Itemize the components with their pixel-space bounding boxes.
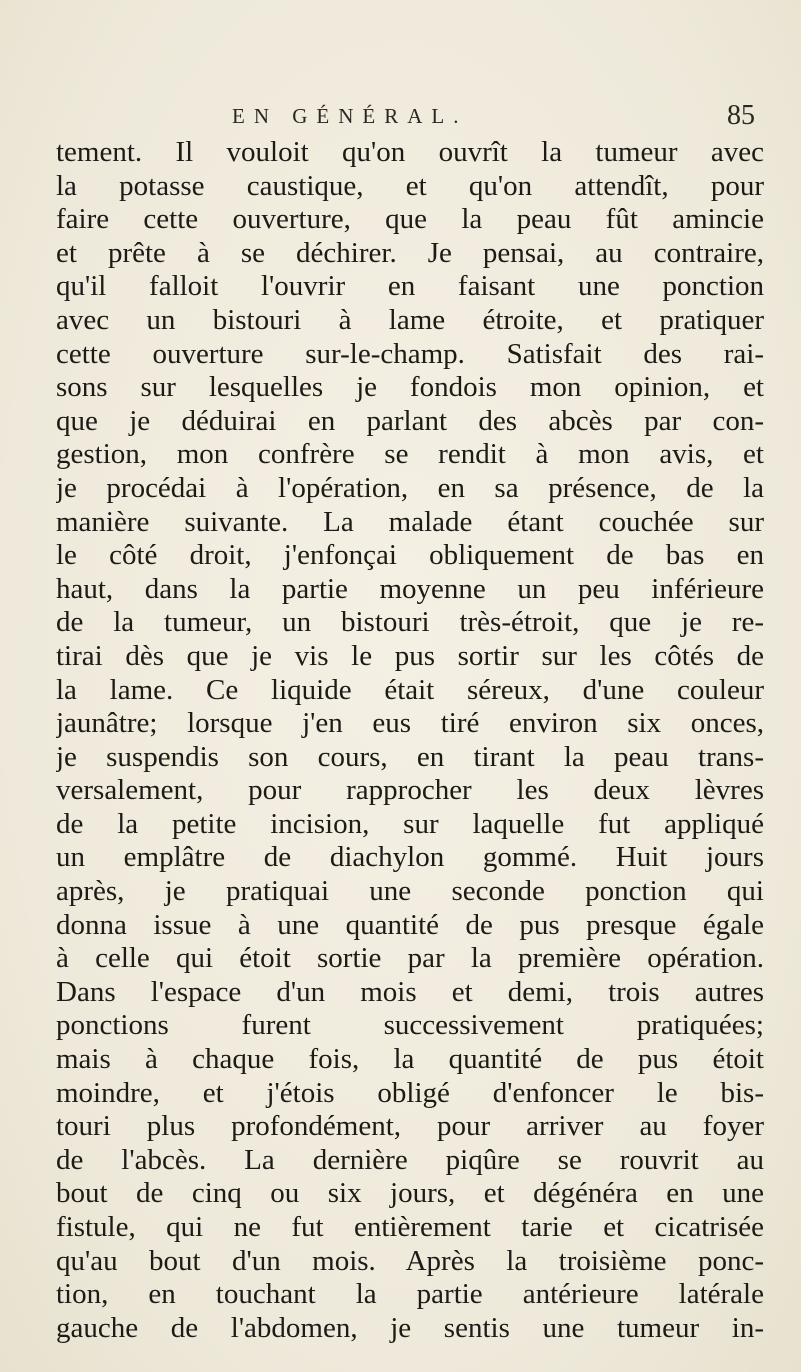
text-line: sons sur lesquelles je fondois mon opinion, et [56, 371, 764, 404]
text-line: Dans l'espace d'un mois et demi, trois autres [56, 975, 764, 1008]
page-number: 85 [727, 100, 755, 131]
text-line: qu'au bout d'un mois. Après la troisième ponc- [56, 1244, 764, 1277]
text-line: manière suivante. La malade étant couchée sur [56, 505, 764, 538]
text-line: et prête à se déchirer. Je pensai, au contraire, [56, 236, 764, 269]
text-line: je procédai à l'opération, en sa présence, de la [56, 471, 764, 504]
text-line: bout de cinq ou six jours, et dégénéra en une [56, 1177, 764, 1210]
text-line: moindre, et j'étois obligé d'enfoncer le bis- [56, 1076, 764, 1109]
text-line: de la tumeur, un bistouri très-étroit, que je re- [56, 606, 764, 639]
text-line: tement. Il vouloit qu'on ouvrît la tumeur avec [56, 136, 764, 168]
text-line: de l'abcès. La dernière piqûre se rouvrit au [56, 1143, 764, 1176]
text-line: gauche de l'abdomen, je sentis une tumeur in- [56, 1311, 764, 1344]
body-text [56, 136, 764, 1345]
text-line: qu'il falloit l'ouvrir en faisant une ponction [56, 270, 764, 303]
text-line: faire cette ouverture, que la peau fût amincie [56, 203, 764, 236]
text-line: après, je pratiquai une seconde ponction qui [56, 875, 764, 908]
text-line: de la petite incision, sur laquelle fut appliqué [56, 807, 764, 840]
text-line: la lame. Ce liquide était séreux, d'une couleur [56, 673, 764, 706]
text-line: touri plus profondément, pour arriver au foyer [56, 1110, 764, 1143]
text-line: la potasse caustique, et qu'on attendît, pour [56, 169, 764, 202]
text-line: donna issue à une quantité de pus presque égale [56, 908, 764, 941]
text-line: fistule, qui ne fut entièrement tarie et cicatrisée [56, 1211, 764, 1243]
text-line: versalement, pour rapprocher les deux lèvres [56, 774, 764, 807]
running-head [0, 96, 801, 136]
text-line: à celle qui étoit sortie par la première opération. [56, 942, 764, 975]
text-line: je suspendis son cours, en tirant la peau trans- [56, 740, 764, 773]
text-line: jaunâtre; lorsque j'en eus tiré environ six onces, [56, 707, 764, 740]
text-line: cette ouverture sur-le-champ. Satisfait des rai- [56, 337, 764, 370]
text-line: gestion, mon confrère se rendit à mon avis, et [56, 438, 764, 471]
text-line: tion, en touchant la partie antérieure latérale [56, 1278, 764, 1311]
running-head-title: EN GÉNÉRAL. [232, 104, 468, 128]
text-line: haut, dans la partie moyenne un peu inférieure [56, 572, 764, 605]
text-line: un emplâtre de diachylon gommé. Huit jours [56, 841, 764, 874]
text-line: mais à chaque fois, la quantité de pus étoit [56, 1043, 764, 1076]
text-line: que je déduirai en parlant des abcès par con- [56, 404, 764, 437]
text-line: ponctions furent successivement pratiquées; [56, 1009, 764, 1042]
text-line: le côté droit, j'enfonçai obliquement de bas en [56, 539, 764, 572]
text-line: tirai dès que je vis le pus sortir sur les côtés de [56, 639, 764, 672]
text-line: avec un bistouri à lame étroite, et pratiquer [56, 303, 764, 336]
